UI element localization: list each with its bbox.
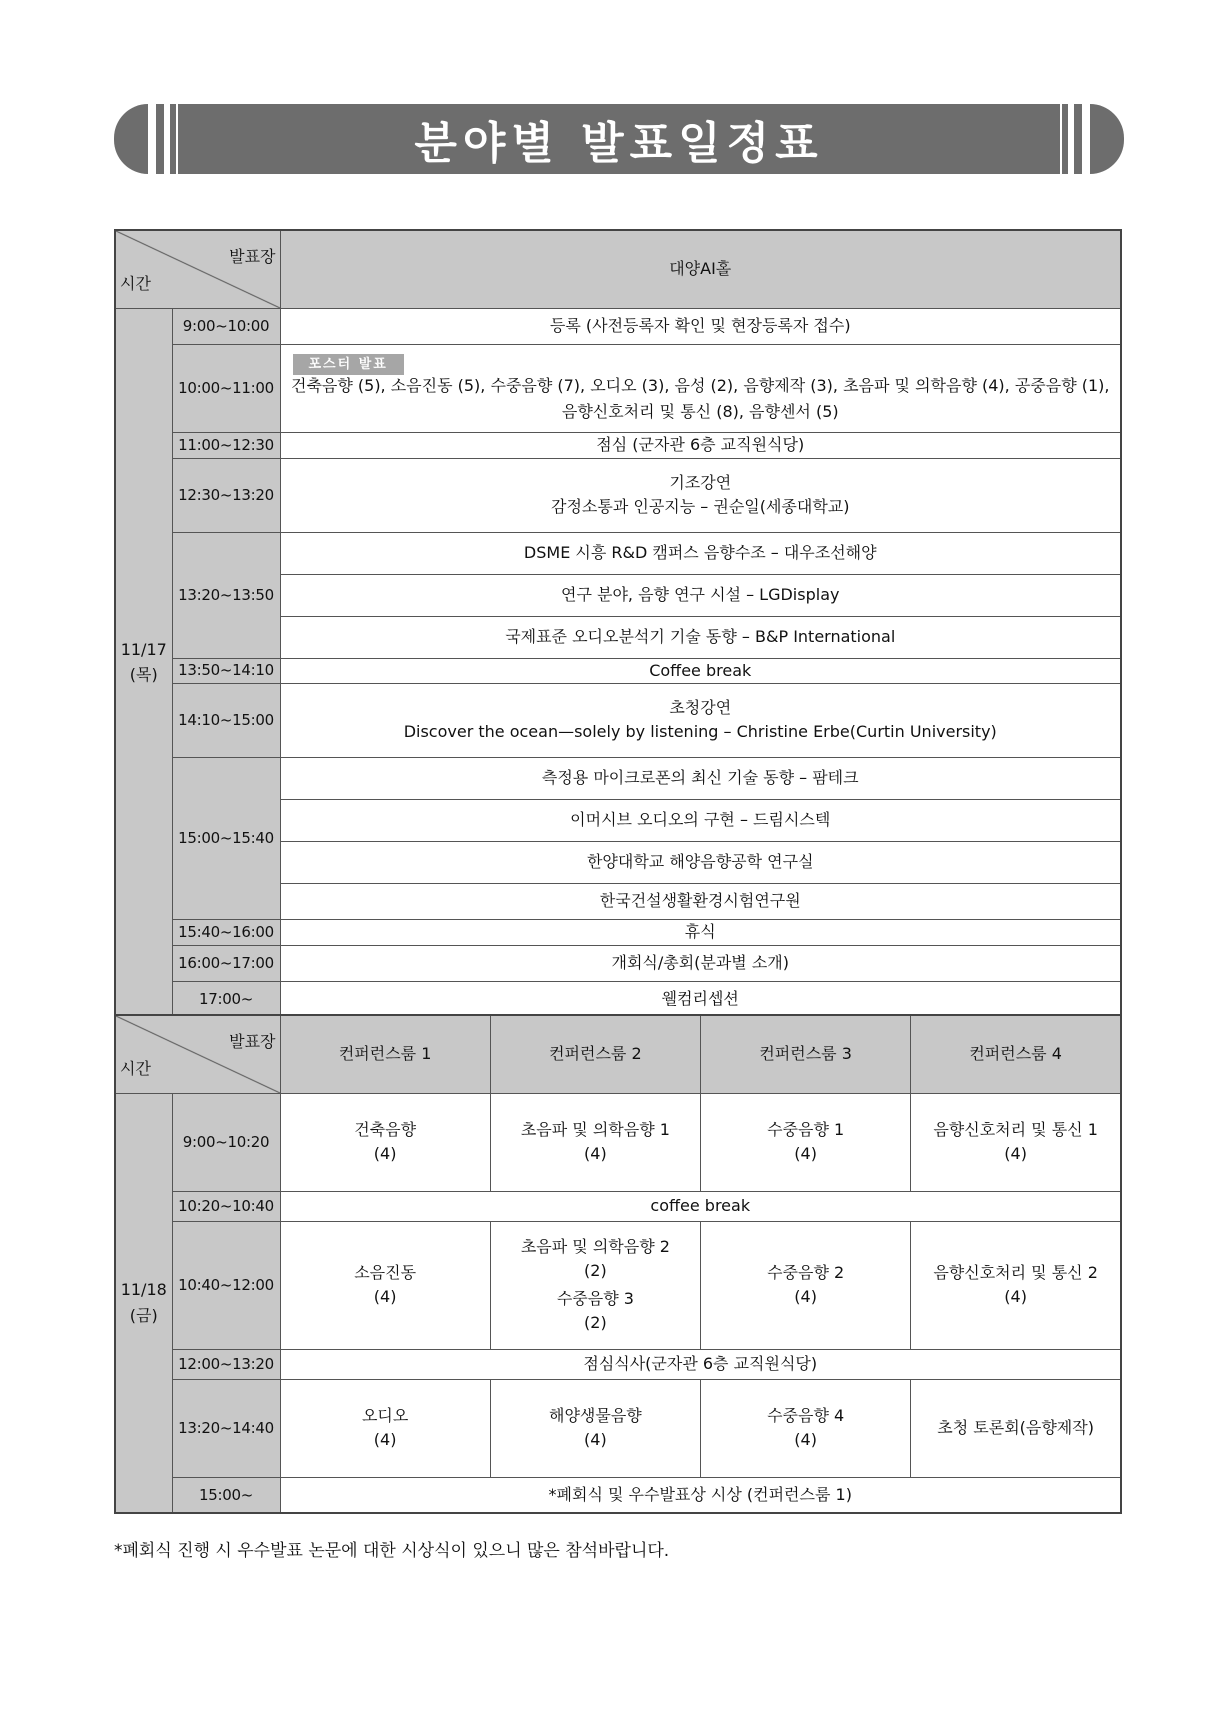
corner-label-venue: 발표장 (229, 1032, 276, 1051)
paper-count: (4) (584, 1430, 607, 1449)
poster-topics-line: 음향신호처리 및 통신 (8), 음향센서 (5) (561, 402, 839, 421)
poster-topics (281, 351, 1121, 424)
keynote-cell (280, 458, 1121, 532)
session-cell: DSME 시흥 R&D 캠퍼스 음향수조 – 대우조선해양 (280, 532, 1121, 574)
table-row (115, 432, 1121, 458)
session-name: 건축음향 (354, 1120, 417, 1139)
time-cell: 12:30~13:20 (172, 458, 280, 532)
table-row (115, 1379, 1121, 1477)
room-header: 컨퍼런스룸 1 (280, 1015, 490, 1093)
corner-label-time: 시간 (120, 273, 151, 293)
paper-count: (4) (373, 1430, 397, 1449)
paper-count: (4) (794, 1287, 817, 1306)
day1-schedule-table (114, 229, 1122, 1018)
day2-date: 11/18 (120, 1280, 167, 1300)
banner-stripe (156, 104, 164, 174)
session-cell: Coffee break (280, 658, 1121, 683)
table-header-row (115, 1015, 1121, 1093)
session-cell (490, 1221, 700, 1349)
session-name: 음향신호처리 및 통신 1 (933, 1120, 1098, 1139)
hall-header: 대양AI홀 (280, 230, 1121, 308)
paper-count: (4) (794, 1144, 817, 1163)
time-cell: 15:00~15:40 (172, 757, 280, 919)
table-row (115, 1221, 1121, 1349)
session-cell (280, 1379, 490, 1477)
session-cell: 이머시브 오디오의 구현 – 드림시스텍 (280, 799, 1121, 841)
session-cell (490, 1379, 700, 1477)
table-row (115, 658, 1121, 683)
session-name: 수중음향 4 (767, 1406, 845, 1425)
session-detail: 감정소통과 인공지능 – 권순일(세종대학교) (551, 497, 850, 516)
table-row (115, 1477, 1121, 1513)
paper-count: (2) (584, 1313, 607, 1332)
session-cell: 점심 (군자관 6층 교직원식당) (280, 432, 1121, 458)
session-cell: 개회식/총회(분과별 소개) (280, 945, 1121, 981)
session-name: 소음진동 (354, 1263, 417, 1282)
poster-topics-line: 건축음향 (5), 소음진동 (5), 수중음향 (7), 오디오 (3), 음성 (2), 음향제작 (3), 초음파 및 의학음향 (4), 공중음향 (1), (290, 376, 1110, 396)
day1-weekday: (목) (129, 665, 158, 685)
time-cell: 13:20~13:50 (172, 532, 280, 658)
session-cell: 휴식 (280, 919, 1121, 945)
session-heading: 초청강연 (669, 698, 732, 717)
corner-label-time: 시간 (120, 1058, 151, 1078)
time-cell: 12:00~13:20 (172, 1349, 280, 1379)
banner-stripe (1062, 104, 1068, 174)
time-cell: 13:50~14:10 (172, 658, 280, 683)
corner-header-cell (115, 230, 280, 308)
room-header: 컨퍼런스룸 4 (911, 1015, 1121, 1093)
day1-date-cell (115, 308, 172, 1017)
table-header-row (115, 230, 1121, 308)
banner-cap-right (1090, 104, 1124, 174)
session-cell (280, 1221, 490, 1349)
day2-weekday: (금) (129, 1305, 158, 1325)
title-banner (114, 104, 1124, 174)
table-row (115, 458, 1121, 532)
time-cell: 10:00~11:00 (172, 344, 280, 432)
paper-count: (4) (794, 1430, 817, 1449)
table-row (115, 308, 1121, 344)
session-cell: 국제표준 오디오분석기 기술 동향 – B&P International (280, 616, 1121, 658)
session-cell: 한국건설생활환경시험연구원 (280, 883, 1121, 919)
session-cell (701, 1093, 911, 1191)
session-name: 초음파 및 의학음향 2 (520, 1237, 670, 1256)
table-row (115, 919, 1121, 945)
session-name: 해양생물음향 (549, 1406, 642, 1425)
session-detail: Discover the ocean—solely by listening – Christine Erbe(Curtin University) (403, 722, 997, 741)
corner-header-cell (115, 1015, 280, 1093)
session-cell: 측정용 마이크로폰의 최신 기술 동향 – 팜테크 (280, 757, 1121, 799)
time-cell: 11:00~12:30 (172, 432, 280, 458)
paper-count: (4) (1004, 1287, 1027, 1306)
time-cell: 16:00~17:00 (172, 945, 280, 981)
closing-cell: *폐회식 및 우수발표상 시상 (컨퍼런스룸 1) (280, 1477, 1121, 1513)
banner-cap-left (114, 104, 148, 174)
session-cell (701, 1379, 911, 1477)
poster-session-cell (280, 344, 1121, 432)
session-cell: 등록 (사전등록자 확인 및 현장등록자 접수) (280, 308, 1121, 344)
day2-date-cell (115, 1093, 172, 1513)
break-cell: coffee break (280, 1191, 1121, 1221)
time-cell: 9:00~10:20 (172, 1093, 280, 1191)
table-row (115, 683, 1121, 757)
time-cell: 13:20~14:40 (172, 1379, 280, 1477)
invited-talk-cell (280, 683, 1121, 757)
session-cell (911, 1221, 1121, 1349)
session-cell (280, 1093, 490, 1191)
time-cell: 15:00~ (172, 1477, 280, 1513)
corner-label-venue: 발표장 (229, 247, 276, 266)
paper-count: (4) (1004, 1144, 1027, 1163)
lunch-cell: 점심식사(군자관 6층 교직원식당) (280, 1349, 1121, 1379)
paper-count: (4) (584, 1144, 607, 1163)
table-row (115, 532, 1121, 574)
time-cell: 17:00~ (172, 981, 280, 1017)
session-name: 수중음향 1 (767, 1120, 845, 1139)
time-cell: 9:00~10:00 (172, 308, 280, 344)
session-name: 음향신호처리 및 통신 2 (933, 1263, 1098, 1282)
paper-count: (4) (373, 1287, 397, 1306)
time-cell: 10:40~12:00 (172, 1221, 280, 1349)
session-heading: 기조강연 (669, 473, 732, 492)
room-header: 컨퍼런스룸 2 (490, 1015, 700, 1093)
paper-count: (2) (584, 1261, 607, 1280)
banner-stripe (1074, 104, 1082, 174)
paper-count: (4) (373, 1144, 397, 1163)
table-row (115, 1349, 1121, 1379)
session-cell (911, 1093, 1121, 1191)
day1-date: 11/17 (120, 639, 167, 659)
session-cell: 웰컴리셉션 (280, 981, 1121, 1017)
session-name: 오디오 (361, 1406, 409, 1425)
footnote: *폐회식 진행 시 우수발표 논문에 대한 시상식이 있으니 많은 참석바랍니다. (114, 1541, 670, 1561)
poster-tag: 포스터 발표 (293, 354, 404, 376)
time-cell: 14:10~15:00 (172, 683, 280, 757)
session-cell: 연구 분야, 음향 연구 시설 – LGDisplay (280, 574, 1121, 616)
time-cell: 15:40~16:00 (172, 919, 280, 945)
table-row (115, 1093, 1121, 1191)
session-cell (911, 1379, 1121, 1477)
session-name: 수중음향 3 (556, 1289, 634, 1308)
table-row (115, 344, 1121, 432)
banner-body (178, 104, 1060, 174)
session-name: 수중음향 2 (767, 1263, 845, 1282)
day2-schedule-table (114, 1014, 1122, 1514)
time-cell: 10:20~10:40 (172, 1191, 280, 1221)
table-row (115, 981, 1121, 1017)
table-row (115, 1191, 1121, 1221)
session-cell (701, 1221, 911, 1349)
session-name: 초음파 및 의학음향 1 (520, 1120, 670, 1139)
session-cell: 한양대학교 해양음향공학 연구실 (280, 841, 1121, 883)
session-name: 초청 토론회(음향제작) (937, 1418, 1094, 1437)
room-header: 컨퍼런스룸 3 (701, 1015, 911, 1093)
session-cell (490, 1093, 700, 1191)
table-row (115, 945, 1121, 981)
table-row (115, 757, 1121, 799)
banner-stripe (170, 104, 176, 174)
page-title: 분야별 발표일정표 (414, 118, 824, 169)
